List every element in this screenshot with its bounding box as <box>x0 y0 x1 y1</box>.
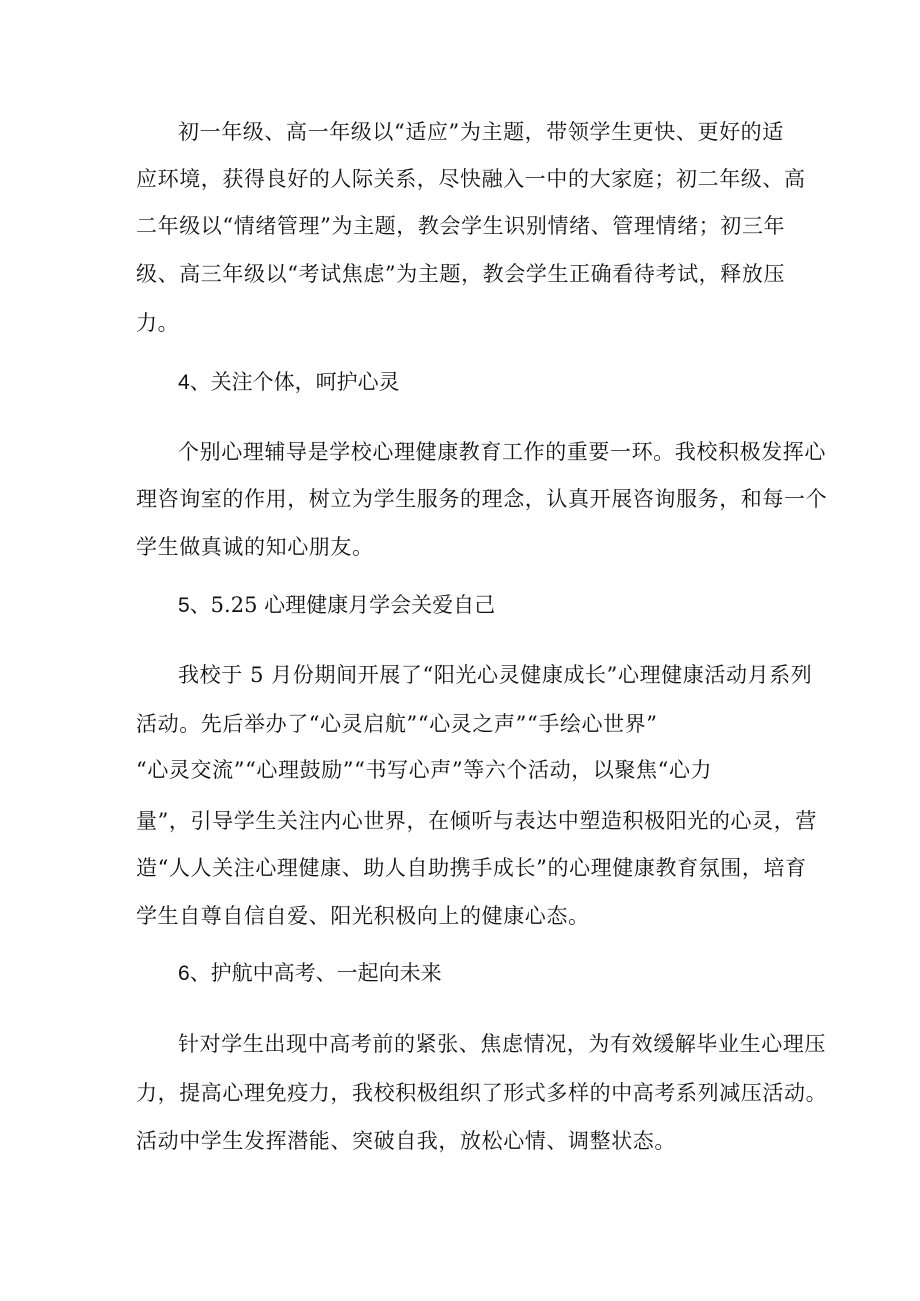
section-title: 、护航中高考、一起向未来 <box>189 961 442 985</box>
section-title: 、5.25 心理健康月学会关爱自己 <box>189 593 496 617</box>
section-heading-6 <box>178 958 442 989</box>
paragraph-line: 个别心理辅导是学校心理健康教育工作的重要一环。我校积极发挥心 <box>178 440 826 464</box>
paragraph-line: 我校于 5 月份期间开展了“阳光心灵健康成长”心理健康活动月系列 <box>178 663 813 687</box>
section-number: 4 <box>178 371 190 394</box>
paragraph-line: 级、高三年级以“考试焦虑”为主题，教会学生正确看待考试，释放压 <box>136 262 786 286</box>
paragraph-line: 针对学生出现中高考前的紧张、焦虑情况，为有效缓解毕业生心理压 <box>178 1032 826 1056</box>
section-title: 、关注个体，呵护心灵 <box>189 370 400 394</box>
paragraph-line: 量”，引导学生关注内心世界，在倾听与表达中塑造积极阳光的心灵，营 <box>136 809 817 833</box>
paragraph-line: 造“人人关注心理健康、助人自助携手成长”的心理健康教育氛围，培育 <box>136 856 807 880</box>
paragraph-line: 应环境，获得良好的人际关系，尽快融入一中的大家庭；初二年级、高 <box>136 167 806 191</box>
section-heading-5 <box>178 590 495 621</box>
paragraph-line: 活动。先后举办了“心灵启航”“心灵之声”“手绘心世界” <box>136 712 658 736</box>
paragraph-line: 理咨询室的作用，树立为学生服务的理念，认真开展咨询服务，和每一个 <box>136 487 828 511</box>
paragraph-line: 二年级以“情绪管理”为主题，教会学生识别情绪、管理情绪；初三年 <box>136 214 786 238</box>
section-number: 5 <box>178 594 190 617</box>
paragraph-line: 活动中学生发挥潜能、突破自我，放松心情、调整状态。 <box>136 1129 676 1153</box>
paragraph-line: 学生做真诚的知心朋友。 <box>136 535 374 559</box>
section-heading-4 <box>178 367 400 398</box>
paragraph-line: 初一年级、高一年级以“适应”为主题，带领学生更快、更好的适 <box>178 120 784 144</box>
paragraph-line: 力。 <box>136 311 180 335</box>
paragraph-line: 力，提高心理免疫力，我校积极组织了形式多样的中高考系列减压活动。 <box>136 1081 828 1105</box>
paragraph-line: 学生自尊自信自爱、阳光积极向上的健康心态。 <box>136 904 590 928</box>
section-number: 6 <box>178 962 190 985</box>
paragraph-line: “心灵交流”“心理鼓励”“书写心声”等六个活动，以聚焦“心力 <box>136 758 713 782</box>
